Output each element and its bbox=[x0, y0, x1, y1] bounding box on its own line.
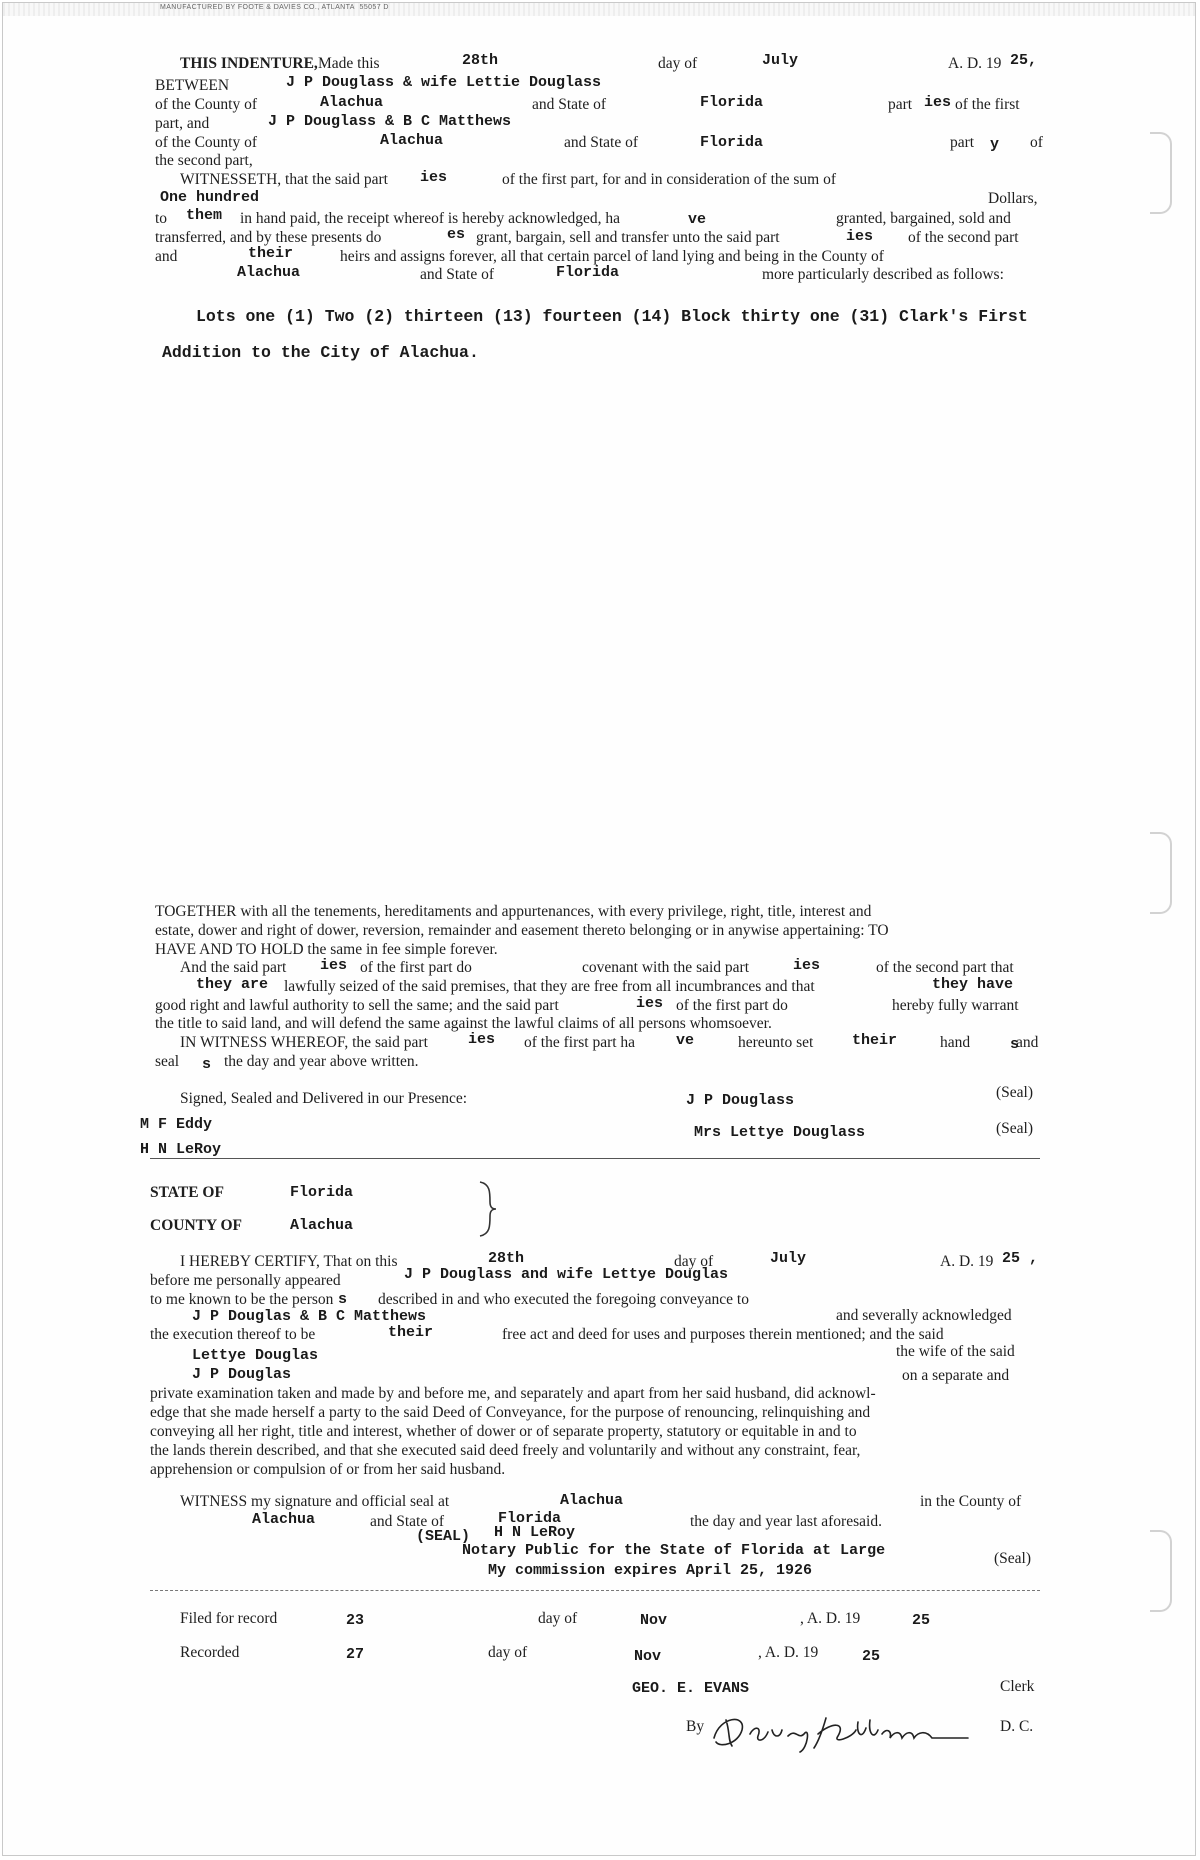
wife-name: Lettye Douglas bbox=[192, 1347, 319, 1364]
county2: Alachua bbox=[380, 132, 444, 149]
binder-clip-bottom bbox=[1150, 1530, 1172, 1612]
and-state2-label: and State of bbox=[564, 134, 639, 151]
together-line1: TOGETHER with all the tenements, hereditaments and appurtenances, with every privilege, right, title, interest and bbox=[155, 903, 872, 920]
certify-a: I HEREBY CERTIFY, That on this bbox=[180, 1253, 398, 1270]
second-part-label: the second part, bbox=[155, 152, 253, 169]
good-right-c: hereby fully warrant bbox=[892, 997, 1019, 1014]
husband-name: J P Douglas bbox=[192, 1366, 292, 1383]
state-of-label: STATE OF bbox=[150, 1184, 224, 1201]
commission: My commission expires April 25, 1926 bbox=[488, 1562, 813, 1579]
seal-tag: (SEAL) bbox=[416, 1528, 471, 1545]
paid-b: granted, bargained, sold and bbox=[836, 210, 1011, 227]
cov-suffix2: ies bbox=[793, 957, 821, 974]
part-first-suffix: ies bbox=[924, 94, 952, 111]
ack-ad: A. D. 19 bbox=[940, 1253, 994, 1270]
deputy-signature-image bbox=[706, 1708, 976, 1754]
indenture-year: 25, bbox=[1010, 52, 1038, 69]
binder-clip-middle bbox=[1150, 832, 1172, 914]
part-second-a: part bbox=[950, 134, 975, 151]
notary-seal: (Seal) bbox=[994, 1550, 1032, 1567]
binder-clip-top bbox=[1150, 132, 1172, 214]
divider-rule-1 bbox=[150, 1158, 1040, 1159]
known-a: to me known to be the person bbox=[150, 1291, 334, 1308]
state2: Florida bbox=[700, 134, 764, 151]
transferred-suffix: es bbox=[447, 226, 466, 243]
recorded-year: 25 bbox=[862, 1648, 881, 1665]
conveyed-to: J P Douglas & B C Matthews bbox=[192, 1308, 427, 1325]
recorded-day: 27 bbox=[346, 1646, 365, 1663]
good-right-b: of the first part do bbox=[676, 997, 788, 1014]
and-word: and bbox=[1016, 1034, 1039, 1051]
state1: Florida bbox=[700, 94, 764, 111]
notary-title: Notary Public for the State of Florida at Large bbox=[462, 1542, 886, 1559]
notary-name: H N LeRoy bbox=[494, 1524, 576, 1541]
known-suffix: s bbox=[338, 1291, 348, 1308]
ack-year: 25 , bbox=[1002, 1250, 1039, 1267]
filed-day: 23 bbox=[346, 1612, 365, 1629]
filed-day-of: day of bbox=[538, 1610, 578, 1627]
manufacturer-line bbox=[160, 4, 389, 11]
paid-a: in hand paid, the receipt whereof is hereby acknowledged, ha bbox=[240, 210, 621, 227]
filed-label: Filed for record bbox=[180, 1610, 278, 1627]
appeared-label: before me personally appeared bbox=[150, 1272, 341, 1289]
execution-their: their bbox=[388, 1324, 434, 1341]
between-label: BETWEEN bbox=[155, 77, 230, 94]
good-right-suffix: ies bbox=[636, 995, 664, 1012]
description-line2: Addition to the City of Alachua. bbox=[162, 343, 479, 362]
cov-suffix: ies bbox=[320, 957, 348, 974]
separate-label: on a separate and bbox=[902, 1367, 1010, 1384]
dc-label: D. C. bbox=[1000, 1718, 1034, 1735]
hand-suffix: s bbox=[1010, 1036, 1020, 1053]
ack-state2: Florida bbox=[498, 1510, 562, 1527]
witness-c: hereunto set bbox=[738, 1034, 814, 1051]
and-label: and bbox=[155, 248, 178, 265]
county1: Alachua bbox=[320, 94, 384, 111]
filed-ad: , A. D. 19 bbox=[800, 1610, 861, 1627]
ack-state: Florida bbox=[290, 1184, 354, 1201]
made-this: Made this bbox=[318, 55, 380, 72]
brace-icon bbox=[476, 1180, 504, 1238]
state3: Florida bbox=[556, 264, 620, 281]
appeared-names: J P Douglass and wife Lettye Douglas bbox=[404, 1266, 729, 1283]
apprehension-line: apprehension or compulsion of or from her said husband. bbox=[150, 1461, 506, 1478]
cov-a: And the said part bbox=[180, 959, 287, 976]
signer2: Mrs Lettye Douglass bbox=[694, 1124, 866, 1141]
grantees: J P Douglass & B C Matthews bbox=[268, 113, 512, 130]
manufacturer-text: MANUFACTURED BY FOOTE & DAVIES CO., ATLANTA bbox=[160, 4, 355, 11]
hand-label: hand bbox=[940, 1034, 971, 1051]
seal-word: seal bbox=[155, 1053, 180, 1070]
heirs-text: heirs and assigns forever, all that certain parcel of land lying and being in the County of bbox=[340, 248, 884, 265]
wife-of-label: the wife of the said bbox=[896, 1343, 1015, 1360]
filed-month: Nov bbox=[640, 1612, 668, 1629]
ack-day: 28th bbox=[488, 1250, 525, 1267]
together-line3: HAVE AND TO HOLD the same in fee simple forever. bbox=[155, 941, 498, 958]
ad-label: A. D. 19 bbox=[948, 55, 1002, 72]
day-of-label: day of bbox=[658, 55, 698, 72]
seal1: (Seal) bbox=[996, 1084, 1034, 1101]
ack-month: July bbox=[770, 1250, 807, 1267]
part-and-label: part, and bbox=[155, 115, 210, 132]
divider-rule-2 bbox=[150, 1590, 1040, 1591]
county3: Alachua bbox=[237, 264, 301, 281]
witness-their: their bbox=[852, 1032, 898, 1049]
witnesseth-b: of the first part, for and in consideration of the sum of bbox=[502, 171, 837, 188]
in-county-of: in the County of bbox=[920, 1493, 1022, 1510]
together-line2: estate, dower and right of dower, reversion, remainder and easement thereto belonging or in anywise appertaining: TO bbox=[155, 922, 889, 939]
ack-day-of: day of bbox=[674, 1253, 714, 1270]
cov-d: of the second part that bbox=[876, 959, 1014, 976]
part-second-b: of bbox=[1030, 134, 1043, 151]
known-b: described in and who executed the foregoing conveyance to bbox=[378, 1291, 749, 1308]
description-line1: Lots one (1) Two (2) thirteen (13) fourteen (14) Block thirty one (31) Clark's First bbox=[196, 307, 1028, 326]
seal-suffix: s bbox=[202, 1056, 212, 1073]
to-whom: them bbox=[186, 207, 223, 224]
title-line: the title to said land, and will defend the same against the lawful claims of all persons whomsoever. bbox=[155, 1015, 772, 1032]
clerk-name: GEO. E. EVANS bbox=[632, 1680, 750, 1697]
indenture-day: 28th bbox=[462, 52, 499, 69]
ack-county: Alachua bbox=[290, 1217, 354, 1234]
cov-c: covenant with the said part bbox=[582, 959, 750, 976]
indenture-lead: THIS INDENTURE, bbox=[180, 55, 318, 72]
and-state-of: and State of bbox=[370, 1513, 445, 1530]
recorded-ad: , A. D. 19 bbox=[758, 1644, 819, 1661]
form-number: 55057 D bbox=[359, 4, 389, 11]
they-have: they have bbox=[932, 976, 1014, 993]
of-county2-label: of the County of bbox=[155, 134, 258, 151]
recorded-label: Recorded bbox=[180, 1644, 240, 1661]
witness-suffix: ies bbox=[468, 1031, 496, 1048]
private-exam: private examination taken and made by and before me, and separately and apart from her said husband, did acknowl- bbox=[150, 1385, 876, 1402]
witness-b: of the first part ha bbox=[524, 1034, 636, 1051]
part-first-b: of the first bbox=[955, 96, 1020, 113]
to-label: to bbox=[155, 210, 168, 227]
grantors: J P Douglass & wife Lettie Douglass bbox=[286, 74, 602, 91]
execution-a: the execution thereof to be bbox=[150, 1326, 316, 1343]
their-label: their bbox=[248, 245, 294, 262]
by-label: By bbox=[686, 1718, 705, 1735]
witness-a: IN WITNESS WHEREOF, the said part bbox=[180, 1034, 428, 1051]
good-right-a: good right and lawful authority to sell the same; and the said part bbox=[155, 997, 559, 1014]
part-second-suffix: y bbox=[990, 136, 1000, 153]
witness-suffix2: ve bbox=[676, 1032, 695, 1049]
witness2: H N LeRoy bbox=[140, 1141, 222, 1158]
witness1: M F Eddy bbox=[140, 1116, 213, 1133]
part-first-a: part bbox=[888, 96, 913, 113]
seal2: (Seal) bbox=[996, 1120, 1034, 1137]
more-particularly: more particularly described as follows: bbox=[762, 266, 1004, 283]
dollars-label: Dollars, bbox=[988, 190, 1038, 207]
and-state3-label: and State of bbox=[420, 266, 495, 283]
witness-my: WITNESS my signature and official seal at bbox=[180, 1493, 450, 1510]
witnesseth-suffix: ies bbox=[420, 169, 448, 186]
edge-line: edge that she made herself a party to the said Deed of Conveyance, for the purpose of renouncing, relinquishing and bbox=[150, 1404, 871, 1421]
transferred-c: of the second part bbox=[908, 229, 1019, 246]
execution-b: free act and deed for uses and purposes therein mentioned; and the said bbox=[502, 1326, 944, 1343]
transferred-suffix2: ies bbox=[846, 228, 874, 245]
clerk-label: Clerk bbox=[1000, 1678, 1035, 1695]
they-are: they are bbox=[196, 976, 269, 993]
signed-sealed: Signed, Sealed and Delivered in our Presence: bbox=[180, 1090, 468, 1107]
witnesseth-a: WITNESSETH, that the said part bbox=[180, 171, 388, 188]
recorded-day-of: day of bbox=[488, 1644, 528, 1661]
witness-place: Alachua bbox=[560, 1492, 624, 1509]
transferred-a: transferred, and by these presents do bbox=[155, 229, 382, 246]
day-year-label: the day and year above written. bbox=[224, 1053, 419, 1070]
conveying-line: conveying all her right, title and interest, whether of dower or of separate property, statutory or equitable in and to bbox=[150, 1423, 857, 1440]
signer1: J P Douglass bbox=[686, 1092, 795, 1109]
indenture-month: July bbox=[762, 52, 799, 69]
transferred-b: grant, bargain, sell and transfer unto the said part bbox=[476, 229, 780, 246]
lands-line: the lands therein described, and that she executed said deed freely and voluntarily and without any constraint, fear, bbox=[150, 1442, 861, 1459]
paid-suffix: ve bbox=[688, 211, 707, 228]
seized-text: lawfully seized of the said premises, that they are free from all incumbrances and that bbox=[284, 978, 815, 995]
amount: One hundred bbox=[160, 189, 260, 206]
severally-label: and severally acknowledged bbox=[836, 1307, 1012, 1324]
filed-year: 25 bbox=[912, 1612, 931, 1629]
county-of-label: COUNTY OF bbox=[150, 1217, 242, 1234]
last-aforesaid: the day and year last aforesaid. bbox=[690, 1513, 882, 1530]
ack-county2: Alachua bbox=[252, 1511, 316, 1528]
recorded-month: Nov bbox=[634, 1648, 662, 1665]
of-county-label: of the County of bbox=[155, 96, 258, 113]
cov-b: of the first part do bbox=[360, 959, 472, 976]
and-state-label: and State of bbox=[532, 96, 607, 113]
